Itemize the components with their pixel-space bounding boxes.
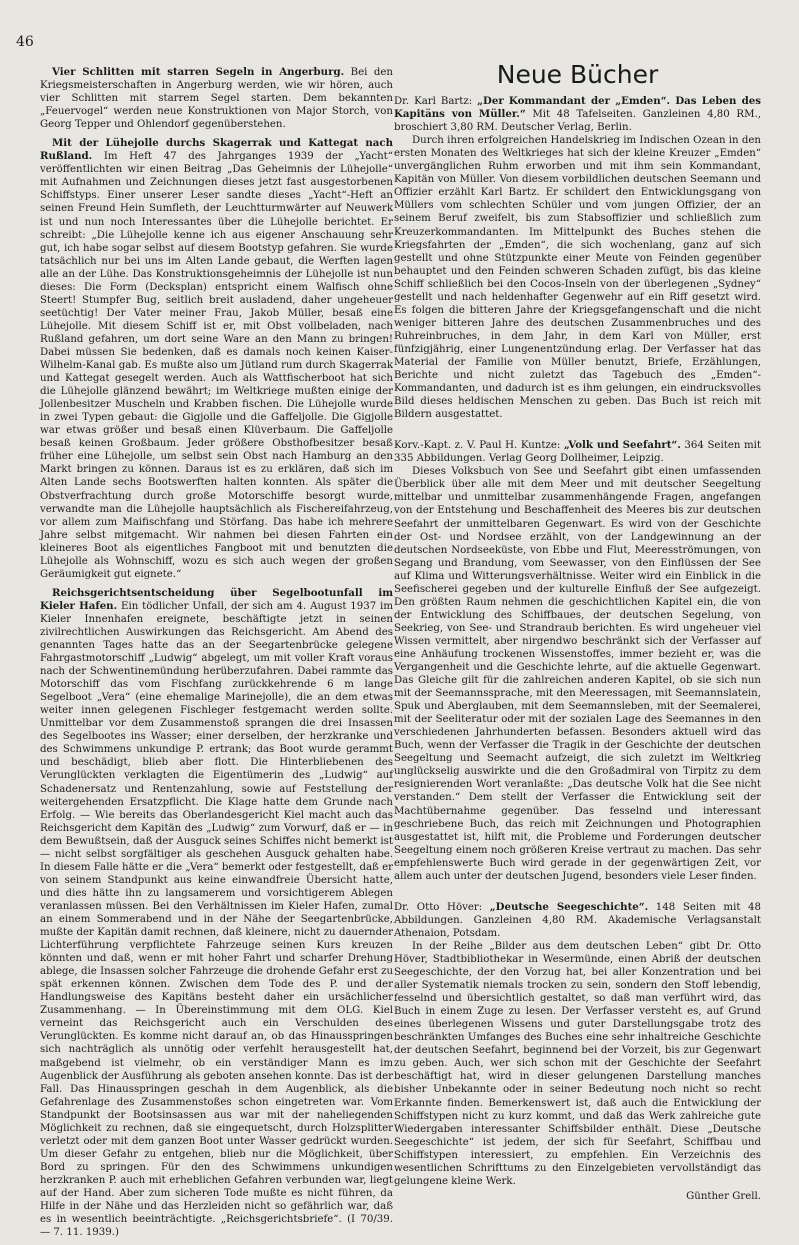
article-text: Bei den Kriegsmeisterschaften in Angerburg werden, wie wir hören, auch vier Schlitten mit starrem Segel starten. Dem bekannten „Feuervogel“ werden neue Konstruktionen von Major Storch, von Georg Tepper und Ohlendorf gegenüberstehen. bbox=[40, 67, 393, 131]
section-title: Neue Bücher bbox=[496, 60, 659, 89]
book-review-bartz bbox=[394, 95, 761, 421]
review-text: In der Reihe „Bilder aus dem deutschen Leben“ gibt Dr. Otto Höver, Stadtbibliothekar in Wesermünde, einen Abriß der deutschen Seegeschichte, der den Vorzug hat, bei aller Konzentration und bei aller Systematik niemals trocken zu sein, sondern den Stoff lebendig, fesselnd und übersichtlich gestaltet, so daß man verführt wird, das Buch in einem Zuge zu lesen. Der Verfasser versteht es, auf Grund eines überlegenen Wissens und guter Darstellungsgabe trotz des beschränkten Umfanges des Buches eine sehr inhaltreiche Geschichte der deutschen Seefahrt, beginnend bei der Vorzeit, bis zur Gegenwart zu geben. Auch, wer sich schon mit der Geschichte der Seefahrt beschäftigt hat, wird in dieser gelungenen Darstellung manches bisher Unbekannte oder in seiner Bedeutung noch nicht so recht Erkannte finden. Bemerkenswert ist, daß auch die Entwicklung der Schiffstypen nicht zu kurz kommt, und daß das Werk zahlreiche gute Wiedergaben interessanter Schiffsbilder enthält. Diese „Deutsche Seegeschichte“ ist jedem, der sich für Seefahrt, Schiffbau und Schiffstypen interessiert, zu empfehlen. Ein Verzeichnis des wesentlichen Schrifttums zu den Einzelgebieten vervollständigt das gelungene kleine Werk. bbox=[394, 940, 761, 1187]
article-text: Im Heft 47 des Jahrganges 1939 der „Yacht“ veröffentlichten wir einen Beitrag „Das Geheimnis der Lühejolle“ mit Aufnahmen und Zeichnungen dieses jetzt fast ausgestorbenen Schiffstyps. Einer unserer Leser sandte dieses „Yacht“-Heft an seinen Freund Hein Sumfleth, der Leuchtturmwärter auf Neuwerk ist und nun noch Interessantes über die Lühejolle berichtet. Er schreibt: „Die Lühejolle kenne ich aus eigener Anschauung sehr gut, ich habe sogar selbst auf diesem Bootstyp gefahren. Sie wurde tatsächlich nur bei uns im Alten Lande gebaut, die Werften lagen alle an der Lühe. Das Konstruktionsgeheimnis der Lühejolle ist nun dieses: Die Form (Decksplan) entspricht einem Walfisch ohne Steert! Stumpfer Bug, seitlich breit ausladend, daher ungeheuer seetüchtig! Der Vater meiner Frau, Jakob Müller, besaß eine Lühejolle. Mit diesem Schiff ist er, mit Obst vollbeladen, nach Rußland gefahren, um dort seine Ware an den Mann zu bringen! Dabei müssen Sie bedenken, daß es damals noch keinen Kaiser-Wilhelm-Kanal gab. Es mußte also um Jütland rum durch Skagerrak und Kattegat gesegelt werden. Auch als Wattfischerboot hat sich die Lühejolle glänzend bewährt; im Weltkriege mußten einige der Jollenbesitzer Muscheln und Krabben fischen. Die Lühejolle wurde in zwei Typen gebaut: die Gigjolle und die Gaffeljolle. Die Gigjolle war etwas größer und besaß einen Klüverbaum. Die Gaffeljolle besaß keinen Großbaum. Jeder größere Obsthofbesitzer besaß früher eine Lühejolle, um selbst sein Obst nach Hamburg an den Markt bringen zu können. Daraus ist es zu erklären, daß sich im Alten Lande sechs Bootswerften halten konnten. Als später die Obstverfrachtung durch große Motorschiffe besorgt wurde, verwandte man die Lühejolle hauptsächlich als Fischereifahrzeug, vor allem zum Maifischfang und Störfang. Das habe ich mehrere Jahre selbst mitgemacht. Wir nahmen bei diesen Fahrten ein kleineres Boot als eigentliches Fangboot mit und benutzten die Lühejolle als Wohnschiff, wozu es sich auch wegen der großen Geräumigkeit gut eignete.“ bbox=[40, 151, 393, 580]
right-column bbox=[394, 60, 762, 1221]
review-author: Dr. Otto Höver: bbox=[394, 901, 490, 913]
review-meta: 148 Seiten mit 48 Abbildungen. Ganzleinen 4,80 RM. Akademische Verlagsanstalt Athenaion, Potsdam. bbox=[394, 901, 761, 939]
review-text: Durch ihren erfolgreichen Handelskrieg im Indischen Ozean in den ersten Monaten des Weltkrieges hat sich der kleine Kreuzer „Emden“ unvergänglichen Ruhm erworben und mit ihm sein Kommandant, Kapitän von Müller. Von diesem vorbildlichen deutschen Seemann und Offizier erzählt Karl Bartz. Er schildert den Entwicklungsgang von Müllers vom schlechten Schüler und vom jungen Offizier, der an seinem Beruf zweifelt, bis zum Stabsoffizier und schließlich zum Kreuzerkommandanten. Im Mittelpunkt des Buches stehen die Kriegsfahrten der „Emden“, die sich wochenlang, ganz auf sich gestellt und ohne Stützpunkte einer Meute von Feinden gegenüber behauptet und den Feinden schweren Schaden zufügt, bis das kleine Schiff schließlich bei den Cocos-Inseln von der überlegenen „Sydney“ gestellt und nach heldenhafter Gegenwehr auf ein Riff gesetzt wird. Es folgen die bitteren Jahre der Kriegsgefangenschaft und die nicht weniger bitteren Jahre des deutschen Zusammenbruches und des Ruhreinbruches, in dem Jahr, in dem Karl von Müller, erst fünfzigjährig, einer Lungenentzündung erlag. Der Verfasser hat das Material der Familie von Müller benutzt, Briefe, Erzählungen, Berichte und nicht zuletzt das Tagebuch des „Emden“-Kommandanten, und dadurch ist es ihm gelungen, ein eindrucksvolles Bild dieses heldischen Menschen zu geben. Das Buch ist reich mit Bildern ausgestattet. bbox=[394, 135, 761, 421]
review-signature: Günther Grell. bbox=[686, 1190, 761, 1202]
review-meta: 364 Seiten mit 335 Abbildungen. Verlag Georg Dollheimer, Leipzig. bbox=[394, 440, 762, 465]
article-luehejolle bbox=[40, 137, 393, 581]
page-number: 46 bbox=[16, 34, 34, 50]
article-title: Mit der Lühejolle durchs Skagerrak und Kattegat nach Rußland. bbox=[40, 137, 393, 163]
left-column bbox=[40, 66, 393, 1245]
article-title: Vier Schlitten mit starren Segeln in Angerburg. bbox=[52, 66, 345, 78]
review-text: Dieses Volksbuch von See und Seefahrt gibt einen umfassenden Überblick über alle mit dem Meer und mit deutscher Seegeltung mittelbar und unmittelbar zusammenhängende Fragen, angefangen von der Entstehung und Beschaffenheit des Meeres bis zur deutschen Seefahrt der unmittelbaren Gegenwart. Es wird von der Geschichte der Ost- und Nordsee erzählt, von der Landgewinnung an der deutschen Nordseeküste, von Ebbe und Flut, Meeresströmungen, von Segang und Brandung, vom Seewasser, von den Einflüssen der See auf Klima und Witterungsverhältnisse. Weiter wird ein Einblick in die Seefischerei gegeben und der kulturelle Einfluß der See aufgezeigt. Den größten Raum nehmen die geschichtlichen Kapitel ein, die von der Entwicklung des Schiffbaues, der deutschen Segelung, von Seekrieg, von See- und Strandraub berichten. Es wird ungeheuer viel Wissen vermittelt, aber nirgendwo beschränkt sich der Verfasser auf eine Anhäufung trockenen Wissenstoffes, immer bezieht er, was die Vergangenheit und die Geschichte lehrte, auf die aktuelle Gegenwart. Das Gleiche gilt für die zahlreichen anderen Kapitel, ob sie sich nun mit der Seemannssprache, mit den Meeressagen, mit Seemannslatein, Spuk und Aberglauben, mit dem Seemannsleben, mit der Seemalerei, mit der Seeliteratur oder mit der sozialen Lage des Seemannes in den verschiedenen Jahrhunderten befassen. Besonders aktuell wird das Buch, wenn der Verfasser die Tragik in der Geschichte der deutschen Seegeltung und Seemacht aufzeigt, die sich zuletzt im Weltkrieg unglückselig auswirkte und die den Großadmiral von Tirpitz zu dem resignierenden Wort veranlaßte: „Das deutsche Volk hat die See nicht verstanden.“ Dem stellt der Verfasser die Entwicklung seit der Machtübernahme gegenüber. Das fesselnd und interessant geschriebene Buch, das reich mit Zeichnungen und Photographien ausgestattet ist, hilft mit, die Probleme und Forderungen deutscher Seegeltung einem noch größeren Kreise vertraut zu machen. Das sehr empfehlenswerte Buch wird gerade in der gegenwärtigen Zeit, vor allem auch unter der deutschen Jugend, besonders viele Leser finden. bbox=[394, 466, 761, 882]
review-author: Korv.-Kapt. z. V. Paul H. Kuntze: bbox=[394, 440, 564, 452]
article-reichsgericht bbox=[40, 587, 393, 1239]
article-title: Reichsgerichtsentscheidung über Segelbootunfall im Kieler Hafen. bbox=[40, 586, 393, 612]
review-book-title: „Volk und Seefahrt“. bbox=[563, 439, 681, 452]
review-book-title: „Der Kommandant der „Emden“. Das Leben des Kapitäns von Müller.“ bbox=[394, 95, 761, 121]
book-review-hoever bbox=[394, 901, 761, 1203]
article-text: Ein tödlicher Unfall, der sich am 4. August 1937 im Kieler Innenhafen ereignete, beschäftigte jetzt in seinen zivilrechtlichen Auswirkungen das Reichsgericht. Am Abend des genannten Tages hatte das an der Seegartenbrücke gelegene Fahrgastmotorschiff „Ludwig“ abgelegt, um mit voller Kraft voraus nach der Schwentinemündung herüberzufahren. Dabei rammte das Motorschiff das vom Fischfang zurückkehrende 6 m lange Segelboot „Vera“ (eine ehemalige Marinejolle), die an dem etwas weiter innen gelegenen Fischleger festgemacht werden sollte. Unmittelbar vor dem Zusammenstoß sprangen die drei Insassen des Segelbootes ins Wasser; einer derselben, der herzkranke und des Schwimmens unkundige P. ertrank; das Boot wurde gerammt und beschädigt, blieb aber flott. Die Hinterbliebenen des Verunglückten verklagten die Eigentümerin des „Ludwig“ auf Schadenersatz und Rentenzahlung, sowie auf Feststellung der weitergehenden Ersatzpflicht. Die Klage hatte dem Grunde nach Erfolg. — Wie bereits das Oberlandesgericht Kiel macht auch das Reichsgericht dem Kapitän des „Ludwig“ zum Vorwurf, daß er — in dem Bewußtsein, daß der Ausguck seines Schiffes nicht bemerkt ist — nicht selbst sorgfältiger als geschehen Ausguck gehalten habe. In diesem Falle hätte er die „Vera“ bemerkt oder festgestellt, daß er von seinem Standpunkt aus keine einwandfreie Übersicht hatte, und dies hätte ihn zu langsamerem und vorsichtigerem Ablegen veranlassen müssen. Bei den Verhältnissen im Kieler Hafen, zumal an einem Sommerabend und in der Nähe der Seegartenbrücke, mußte der Kapitän damit rechnen, daß kleinere, nicht zu dauernder Lichterführung verpflichtete Fahrzeuge seinen Kurs kreuzen könnten und daß, wenn er mit hoher Fahrt und scharfer Drehung ablege, die Insassen solcher Fahrzeuge die drohende Gefahr erst zu spät erkennen können. Zwischen dem Tode des P. und der Handlungsweise des Kapitäns besteht daher ein ursächlicher Zusammenhang. — In Übereinstimmung mit dem OLG. Kiel verneint das Reichsgericht auch ein Verschulden des Verunglückten. Es komme nicht darauf an, ob das Hinausspringen sich nachträglich als unnötig oder verfehlt herausgestellt hat, maßgebend ist vielmehr, ob ein verständiger Mann es im Augenblick der Ausführung als geboten ansehen konnte. Das ist der Fall. Das Hinausspringen geschah in dem Augenblick, als die Gefahrenlage des Zusammenstoßes schon eingetreten war. Vom Standpunkt der Bootsinsassen aus war mit der naheliegenden Möglichkeit zu rechnen, daß sie eingequetscht, durch Holzsplitter verletzt oder mit dem ganzen Boot unter Wasser gedrückt wurden. Um dieser Gefahr zu entgehen, blieb nur die Möglichkeit, über Bord zu springen. Für den des Schwimmens unkundigen herzkranken P. auch mit erheblichen Gefahren verbunden war, liegt auf der Hand. Aber zum sicheren Tode mußte es nicht führen, da Hilfe in der Nähe und das Herzleiden nicht so gefährlich war, daß es in wesentlich beeinträchtigte. „Reichsgerichtsbriefe“. (I 70/39. — 7. 11. 1939.) bbox=[40, 600, 393, 1239]
book-review-kuntze bbox=[394, 439, 761, 883]
review-meta: Mit 48 Tafelseiten. Ganzleinen 4,80 RM., broschiert 3,80 RM. Deutscher Verlag, Berlin. bbox=[394, 109, 761, 134]
review-book-title: „Deutsche Seegeschichte“. bbox=[489, 900, 649, 913]
article-schlitten bbox=[40, 66, 393, 131]
review-author: Dr. Karl Bartz: bbox=[394, 96, 478, 108]
